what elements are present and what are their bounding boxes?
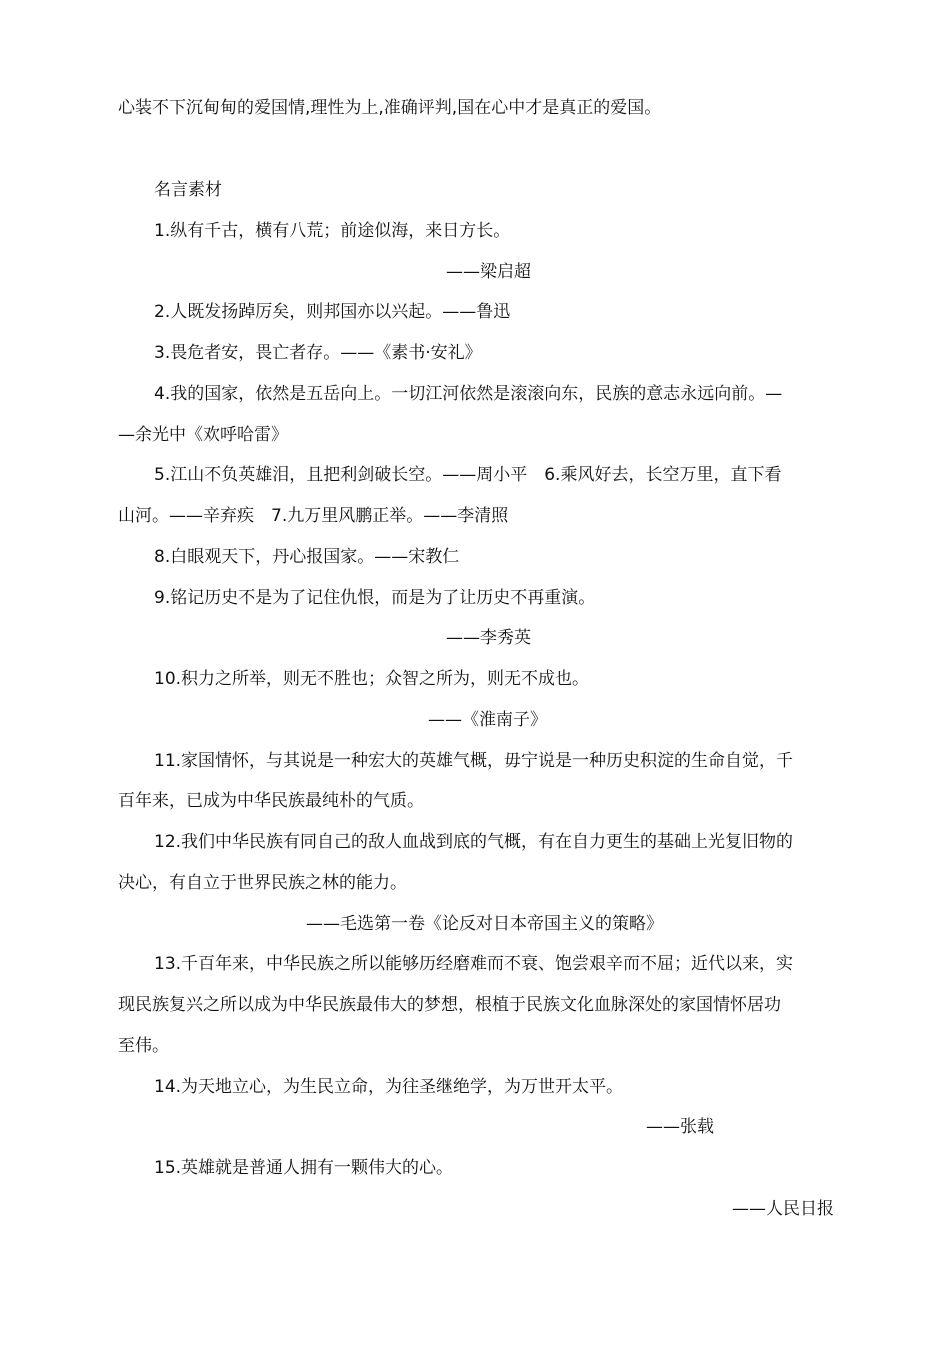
quote-line: 10.积力之所举，则无不胜也；众智之所为，则无不成也。 xyxy=(154,669,590,689)
quote-line: 15.英雄就是普通人拥有一颗伟大的心。 xyxy=(154,1158,454,1178)
quote-line: 12.我们中华民族有同自己的敌人血战到底的气概，有在自力更生的基础上光复旧物的 xyxy=(154,832,794,852)
quote-line-continued: 至伟。 xyxy=(118,1036,169,1056)
quote-line-continued: 现民族复兴之所以成为中华民族最伟大的梦想，根植于民族文化血脉深处的家国情怀居功 xyxy=(118,995,781,1015)
quote-line: 4.我的国家，依然是五岳向上。一切江河依然是滚滚向东，民族的意志永远向前。— xyxy=(154,384,783,404)
quote-line-continued: 百年来，已成为中华民族最纯朴的气质。 xyxy=(118,791,424,811)
quote-line-continued: 决心，有自立于世界民族之林的能力。 xyxy=(118,873,407,893)
quote-line: 11.家国情怀，与其说是一种宏大的英雄气概，毋宁说是一种历史积淀的生命自觉，千 xyxy=(154,751,794,771)
section-title: 名言素材 xyxy=(154,180,222,200)
quote-attribution: ——梁启超 xyxy=(446,262,531,282)
intro-line: 心装不下沉甸甸的爱国情,理性为上,准确评判,国在心中才是真正的爱国。 xyxy=(118,98,662,118)
quote-line: 14.为天地立心，为生民立命，为往圣继绝学，为万世开太平。 xyxy=(154,1077,624,1097)
quote-line: 1.纵有千古，横有八荒；前途似海，来日方长。 xyxy=(154,221,511,241)
quote-attribution: ——《淮南子》 xyxy=(428,710,547,730)
quote-attribution: ——张载 xyxy=(646,1117,714,1137)
quote-line: 3.畏危者安，畏亡者存。——《素书·安礼》 xyxy=(154,343,482,363)
quote-line: 9.铭记历史不是为了记住仇恨，而是为了让历史不再重演。 xyxy=(154,588,596,608)
quote-attribution: ——毛选第一卷《论反对日本帝国主义的策略》 xyxy=(306,914,663,934)
quote-line-continued: —余光中《欢呼哈雷》 xyxy=(118,425,288,445)
quote-line: 8.白眼观天下，丹心报国家。——宋教仁 xyxy=(154,547,460,567)
quote-attribution: ——李秀英 xyxy=(446,628,531,648)
quote-line: 2.人既发扬踔厉矣，则邦国亦以兴起。——鲁迅 xyxy=(154,302,511,322)
quote-line: 13.千百年来，中华民族之所以能够历经磨难而不衰、饱尝艰辛而不屈；近代以来，实 xyxy=(154,954,794,974)
quote-line-continued: 山河。——辛弃疾 7.九万里风鹏正举。——李清照 xyxy=(118,506,509,526)
quote-attribution: ——人民日报 xyxy=(732,1199,834,1219)
quote-line: 5.江山不负英雄泪，且把利剑破长空。——周小平 6.乘风好去，长空万里，直下看 xyxy=(154,465,782,485)
